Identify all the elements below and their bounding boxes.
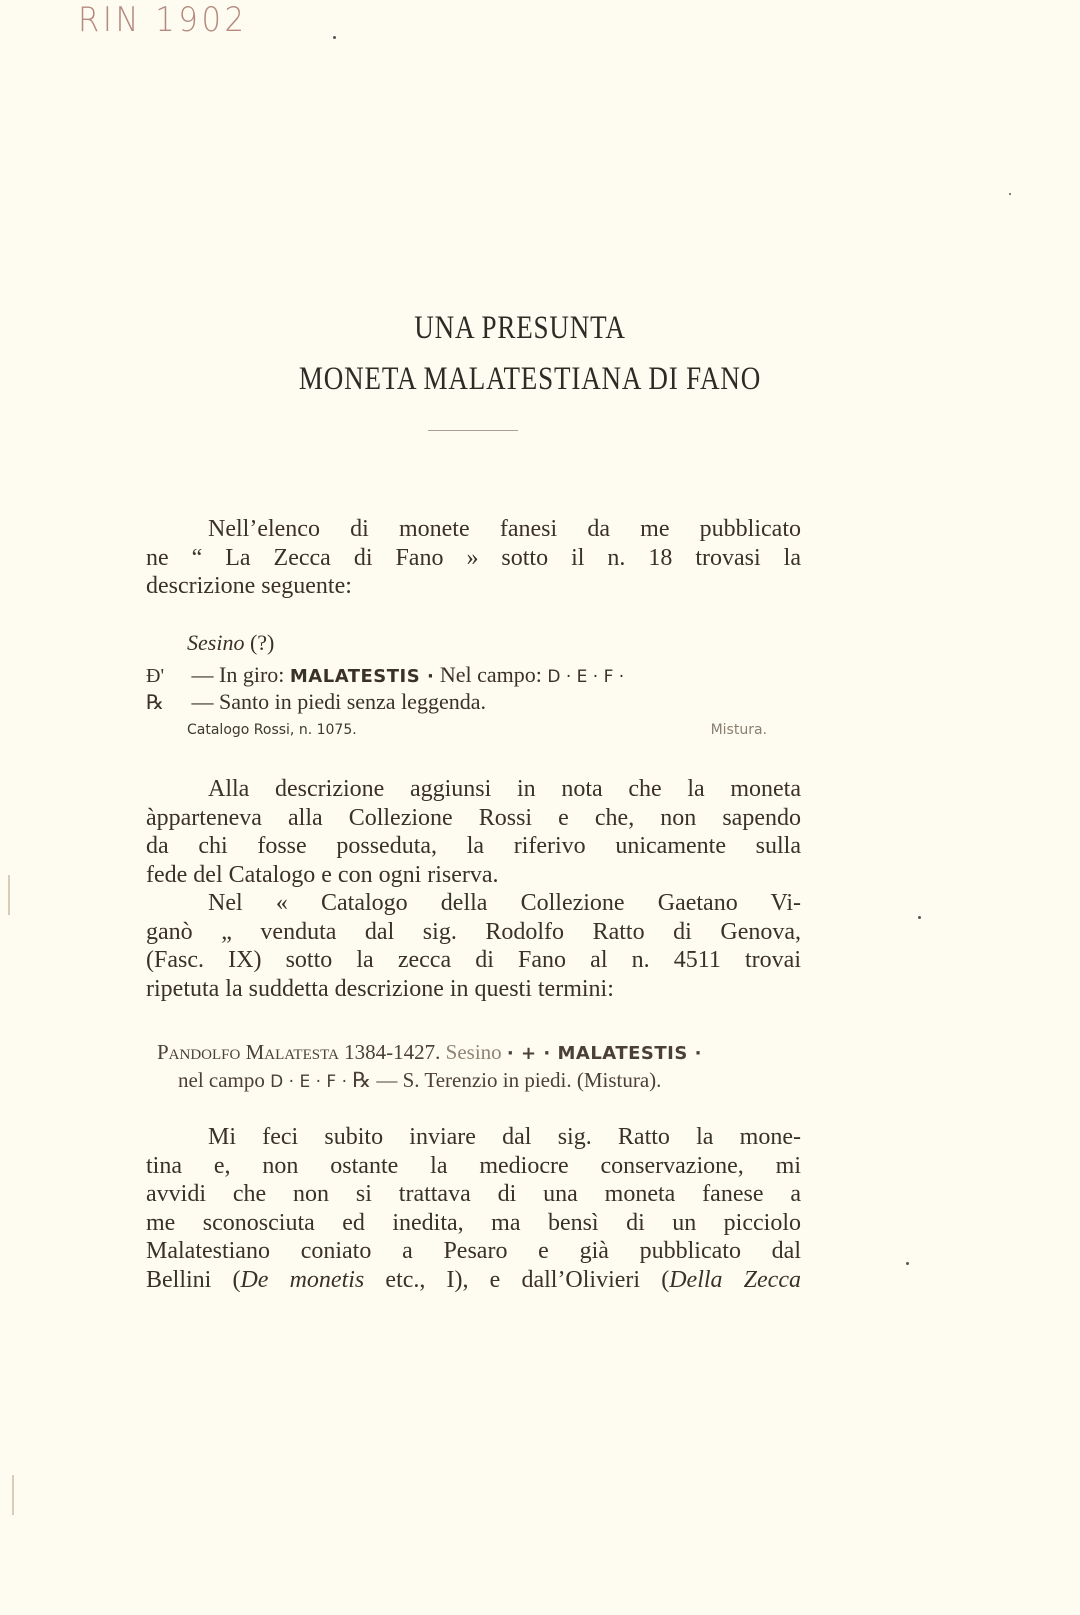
speck	[333, 36, 336, 39]
paragraph-3	[146, 889, 801, 1003]
title-line-2: MONETA MALATESTIANA DI FANO	[298, 361, 762, 397]
paragraph-1	[146, 515, 801, 601]
speck	[1009, 193, 1011, 195]
handwritten-annotation: RIN 1902	[78, 0, 248, 40]
text-line: me sconosciuta ed inedita, ma bensì di un picciolo	[146, 1209, 801, 1236]
coin-legend: · + · MALATESTIS ·	[506, 1043, 702, 1064]
ruler-name: Pandolfo Malatesta	[157, 1040, 339, 1064]
obverse-legend: MALATESTIS ·	[289, 666, 435, 687]
metal-label: Mistura.	[710, 722, 767, 738]
catalog-reference: Catalogo Rossi, n. 1075. Mistura.	[187, 722, 767, 738]
margin-mark	[12, 1475, 14, 1515]
text-line: da chi fosse posseduta, la riferivo unicamente sulla	[146, 833, 801, 859]
text-line: Malatestiano coniato a Pesaro e già pubblicato dal	[146, 1238, 801, 1264]
text-line: ganò „ venduta dal sig. Rodolfo Ratto di Genova,	[146, 918, 801, 945]
text-line: tina e, non ostante la mediocre conservazione, mi	[146, 1152, 801, 1179]
text-line: àpparteneva alla Collezione Rossi e che, non sapendo	[146, 804, 801, 831]
reverse-symbol: ℞	[146, 692, 164, 714]
speck	[918, 916, 921, 919]
reverse-line: ℞ — Santo in piedi senza leggenda.	[146, 689, 486, 714]
paragraph-4	[146, 1123, 801, 1294]
coin-name: Sesino (?)	[187, 630, 275, 655]
text-line: Nel « Catalogo della Collezione Gaetano Vi-	[208, 890, 801, 916]
text-line: descrizione seguente:	[146, 573, 352, 599]
margin-mark	[8, 875, 10, 915]
obverse-line: Ɖ' — In giro: MALATESTIS · Nel campo: D · E · F ·	[146, 662, 625, 687]
title-divider	[428, 430, 518, 431]
text-line: Mi feci subito inviare dal sig. Ratto la mone-	[208, 1124, 801, 1150]
catalog-entry-line-1: Pandolfo Malatesta 1384-1427. Sesino · + · MALATESTIS ·	[157, 1040, 702, 1064]
text-line: Nell’elenco di monete fanesi da me pubblicato	[208, 516, 801, 542]
speck	[906, 1262, 909, 1265]
text-line: (Fasc. IX) sotto la zecca di Fano al n. 4511 trovai	[146, 947, 801, 973]
text-line: Bellini (De monetis etc., I), e dall’Olivieri (Della Zecca	[146, 1266, 801, 1293]
paragraph-2	[146, 775, 801, 889]
text-line: avvidi che non si trattava di una moneta fanese a	[146, 1181, 801, 1207]
obverse-symbol: Ɖ'	[146, 665, 165, 687]
obverse-field: D · E · F ·	[547, 667, 625, 687]
text-line: fede del Catalogo e con ogni riserva.	[146, 861, 499, 888]
text-line: Alla descrizione aggiunsi in nota che la moneta	[208, 776, 801, 802]
text-line: ripetuta la suddetta descrizione in questi termini:	[146, 975, 614, 1002]
text-line: ne “ La Zecca di Fano » sotto il n. 18 trovasi la	[146, 544, 801, 571]
reverse-symbol: ℞	[352, 1068, 372, 1092]
title-line-1: UNA PRESUNTA	[414, 310, 626, 346]
catalog-entry-line-2: nel campo D · E · F · ℞ — S. Terenzio in piedi. (Mistura).	[178, 1068, 662, 1092]
